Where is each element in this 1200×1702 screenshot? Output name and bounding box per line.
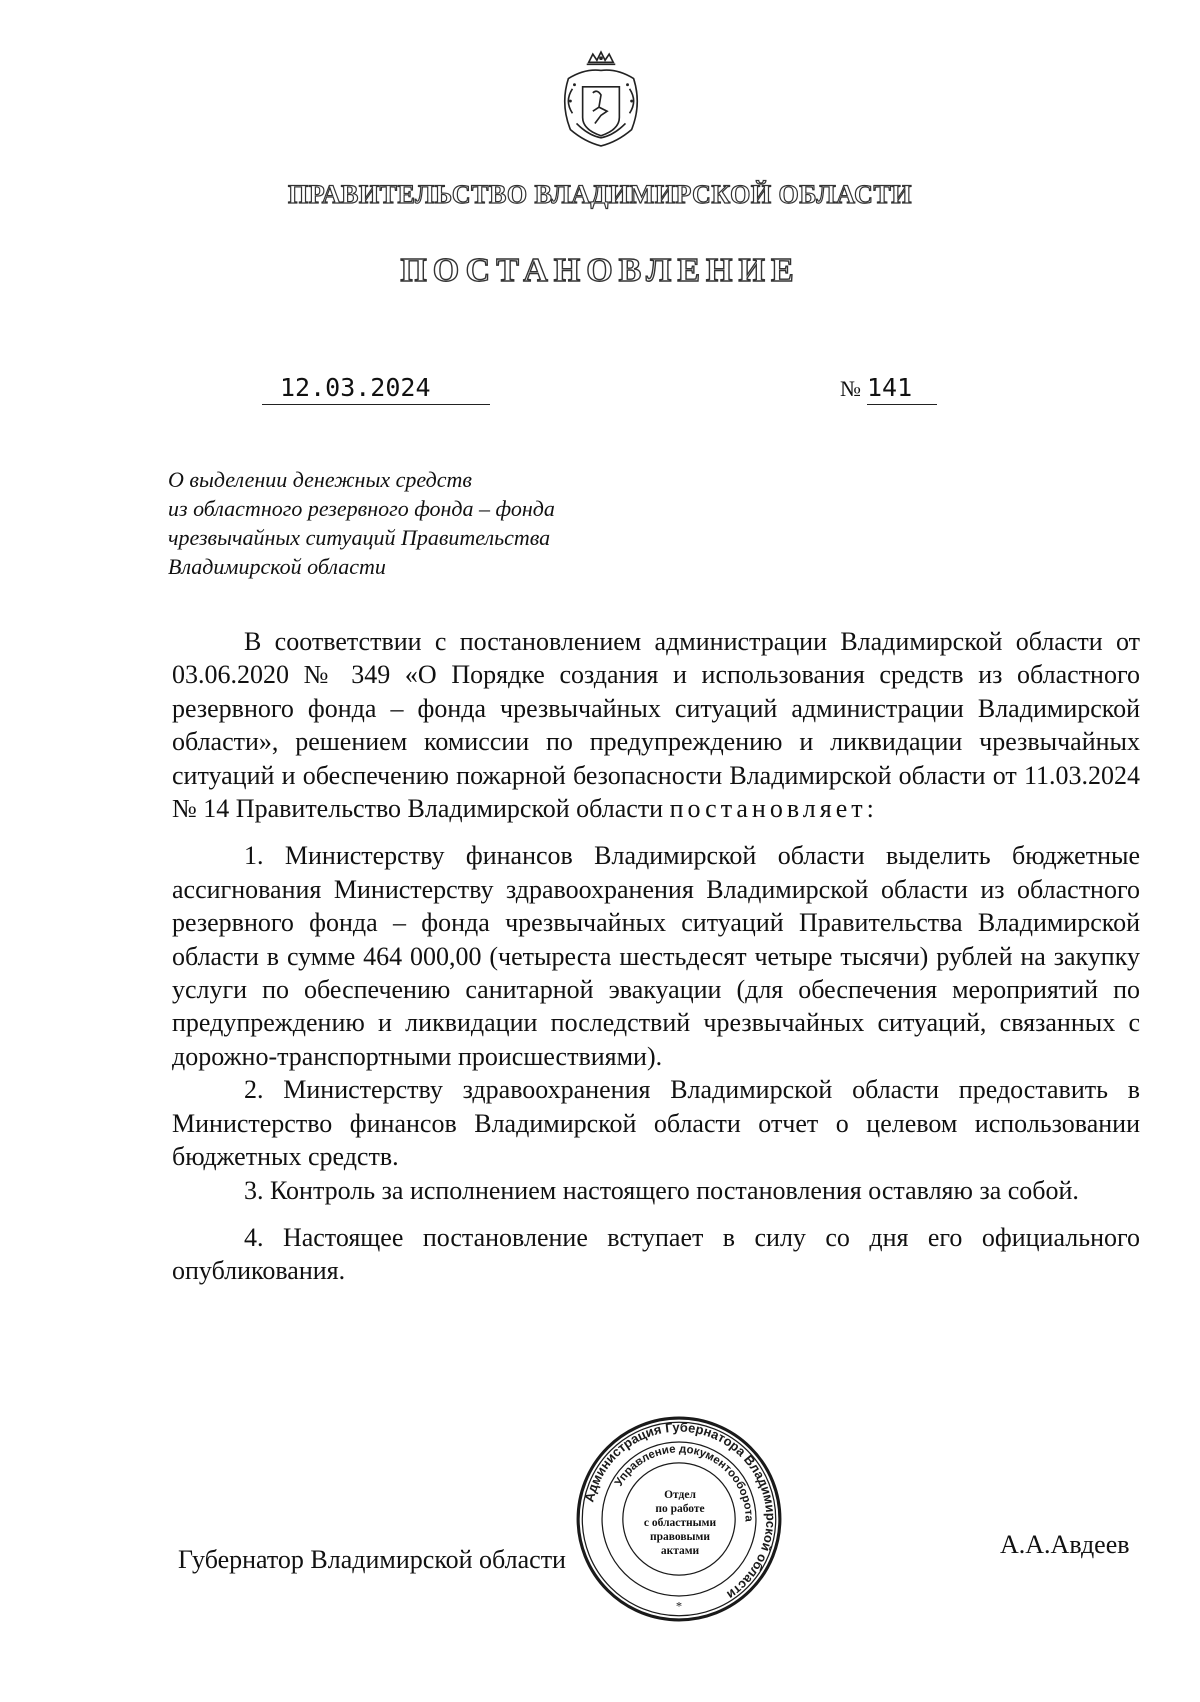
document-date: 12.03.2024 <box>262 372 490 405</box>
svg-text:*: * <box>675 1599 683 1614</box>
document-subject <box>168 465 638 581</box>
subject-line: из областного резервного фонда – фонда <box>168 496 555 521</box>
preamble-paragraph <box>172 625 1140 825</box>
stamp-inner-text: Управление документооборота <box>612 1443 755 1522</box>
subject-line: чрезвычайных ситуаций Правительства <box>168 525 551 550</box>
resolves-word: постановляет: <box>669 794 878 824</box>
document-body <box>172 625 1140 1288</box>
preamble-text: В соответствии с постановлением администрации Владимирской области от 03.06.2020 № 349 «О Порядке создания и использования средств из областного резервного фонда – фонда чрезвычайных ситуаций администрации Владимирской области», решением комиссии по предупреждению и ликвидации чрезвычайных ситуаций и обеспечению пожарной безопасности Владимирской области от 11.03.2024 № 14 Правительство Владимирской области <box>172 627 1140 824</box>
signatory-name: А.А.Авдеев <box>1000 1530 1130 1559</box>
document-number: 141 <box>867 372 937 405</box>
number-sign: № <box>840 376 861 401</box>
signatory-title: Губернатор Владимирской области <box>178 1545 566 1574</box>
subject-line: Владимирской области <box>168 554 386 579</box>
stamp-center-line: правовыми <box>649 1531 710 1543</box>
stamp-center-line: актами <box>660 1545 700 1557</box>
stamp-outer-text: Администрация Губернатора Владимирской области <box>581 1419 779 1603</box>
item-paragraph: 1. Министерству финансов Владимирской области выделить бюджетные ассигнования Министерству здравоохранения Владимирской области из областного резервного фонда – фонда чрезвычайных ситуаций Правительства Владимирской области в сумме 464 000,00 (четыреста шестьдесят четыре тысячи) рублей на закупку услуги по обеспечению санитарной эвакуации (для обеспечения мероприятий по предупреждению и ликвидации последствий чрезвычайных ситуаций, связанных с дорожно-транспортными происшествиями). <box>172 841 1140 1071</box>
stamp-center-text <box>625 1488 735 1558</box>
item-paragraph: 4. Настоящее постановление вступает в силу со дня его официального опубликования. <box>172 1222 1140 1286</box>
coat-of-arms-icon <box>550 48 652 150</box>
stamp-center-line: Отдел <box>664 1489 696 1501</box>
document-type-title: ПОСТАНОВЛЕНИЕ <box>400 252 800 289</box>
stamp-center-line: по работе <box>655 1503 705 1515</box>
subject-line: О выделении денежных средств <box>168 467 472 492</box>
document-number-field <box>840 372 937 408</box>
item-paragraph: 2. Министерству здравоохранения Владимирской области предоставить в Министерство финансов Владимирской области отчет о целевом использовании бюджетных средств. <box>172 1075 1140 1172</box>
government-name: ПРАВИТЕЛЬСТВО ВЛАДИМИРСКОЙ ОБЛАСТИ <box>287 180 913 209</box>
stamp-center-line: с областными <box>643 1517 717 1529</box>
item-paragraph: 3. Контроль за исполнением настоящего постановления оставляю за собой. <box>244 1175 1079 1205</box>
